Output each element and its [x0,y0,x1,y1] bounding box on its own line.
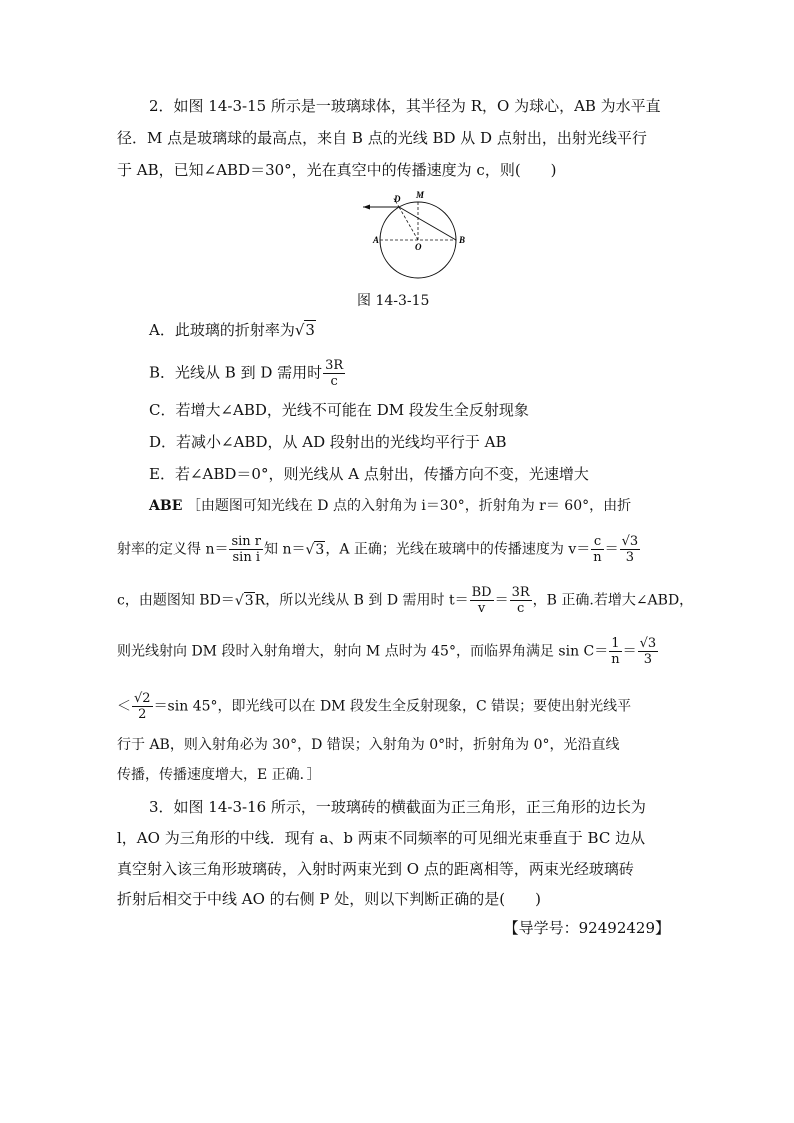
denominator: v [477,601,486,616]
answer-line-4 [117,636,659,667]
q2-stem-line-1: 2．如图 14-3-15 所示是一玻璃球体，其半径为 R，O 为球心，AB 为水平直 [149,97,661,115]
sqrt-expr: √3 [305,541,325,558]
answer-text: 射率的定义得 n＝ [117,541,229,558]
ray-arrowhead [363,205,370,210]
answer-line-7: 传播，传播速度增大，E 正确．］ [117,767,321,783]
option-a [149,320,316,340]
answer-key: ABE [149,498,183,514]
answer-line-2 [117,534,641,565]
answer-line-6: 行于 AB，则入射角必为 30°，D 错误；入射角为 0°时，折射角为 0°，光沿直线 [117,737,620,753]
answer-line-5 [117,691,631,722]
denominator: n [593,550,602,565]
numerator: 3R [325,358,344,373]
label-A: A [373,235,380,245]
denominator: c [330,374,338,389]
denominator: n [611,652,620,667]
q3-stem-line-4: 折射后相交于中线 AO 的右侧 P 处，则以下判断正确的是( ) [117,890,542,908]
answer-text: ［由题图可知光线在 D 点的入射角为 i＝30°，折射角为 r＝ 60°，由折 [186,498,632,514]
q3-stem-line-2: l，AO 为三角形的中线．现有 a、b 两束不同频率的可见细光束垂直于 BC 边从 [117,829,646,847]
fraction [638,636,659,667]
answer-text: ＜ [117,698,131,715]
figure-14-3-15 [355,186,475,286]
denominator: 2 [138,707,147,722]
answer-text: 知 n＝ [264,541,306,558]
fraction [132,691,153,722]
answer-line-3 [117,585,693,616]
answer-text: ，B 正确.若增大∠ABD， [532,592,694,609]
fraction [229,534,263,565]
answer-text: ＝ [622,643,637,660]
numerator: 1 [609,636,621,652]
answer-text: c，由题图知 BD＝ [117,592,235,609]
label-D: D [394,194,401,204]
q3-stem-line-3: 真空射入该三角形玻璃砖，入射时两束光到 O 点的距离相等，两束光经玻璃砖 [117,860,634,878]
option-a-text: A．此玻璃的折射率为 [149,321,295,339]
numerator: c [591,534,603,550]
denominator: c [516,601,525,616]
fraction [470,585,494,616]
numerator: sin r [231,534,262,549]
label-O: O [415,242,422,252]
option-d: D．若减小∠ABD，从 AD 段射出的光线均平行于 AB [149,433,507,451]
figure-caption: 图 14-3-15 [357,293,430,309]
answer-text: ＝ [494,592,509,609]
denominator: 3 [643,652,653,667]
option-c: C．若增大∠ABD，光线不可能在 DM 段发生全反射现象 [149,401,529,419]
option-e: E．若∠ABD＝0°，则光线从 A 点射出，传播方向不变，光速增大 [149,465,589,483]
guide-number: 【导学号：92492429】 [503,919,670,937]
fraction [510,585,532,616]
label-M: M [416,190,425,200]
answer-text: R，所以光线从 B 到 D 需用时 t＝ [254,592,469,609]
numerator: √3 [639,636,657,651]
option-b [149,358,346,389]
radicand: 3 [244,592,254,609]
numerator: 3R [511,585,530,600]
numerator: √2 [134,691,151,706]
fraction [609,636,621,667]
denominator: 3 [625,550,635,565]
answer-line-1 [149,496,631,516]
answer-text: ，A 正确；光线在玻璃中的传播速度为 v＝ [325,541,591,558]
fraction [323,358,345,389]
q2-stem-line-2: 径．M 点是玻璃球的最高点，来自 B 点的光线 BD 从 D 点射出，出射光线平行 [117,129,647,147]
ray-BD [399,207,456,240]
sqrt-expr: √3 [234,592,254,609]
q2-stem-line-3: 于 AB，已知∠ABD＝30°，光在真空中的传播速度为 c，则( ) [117,161,557,179]
answer-text: ＝ [604,541,619,558]
answer-text: ＝sin 45°，即光线可以在 DM 段发生全反射现象，C 错误；要使出射光线平 [153,698,632,715]
numerator: √3 [621,534,639,549]
answer-text: 则光线射向 DM 段时入射角增大，射向 M 点时为 45°，而临界角满足 sin C＝ [117,643,609,660]
fraction [591,534,603,565]
numerator: BD [471,585,492,600]
sqrt-expr: √3 [294,321,315,339]
radicand: 3 [315,541,325,558]
denominator: sin i [232,550,260,565]
q3-stem-line-1: 3．如图 14-3-16 所示，一玻璃砖的横截面为正三角形，正三角形的边长为 [149,798,646,816]
radicand: 3 [305,321,315,339]
option-b-text: B．光线从 B 到 D 需用时 [149,363,323,382]
fraction [620,534,641,565]
label-B: B [459,235,466,245]
